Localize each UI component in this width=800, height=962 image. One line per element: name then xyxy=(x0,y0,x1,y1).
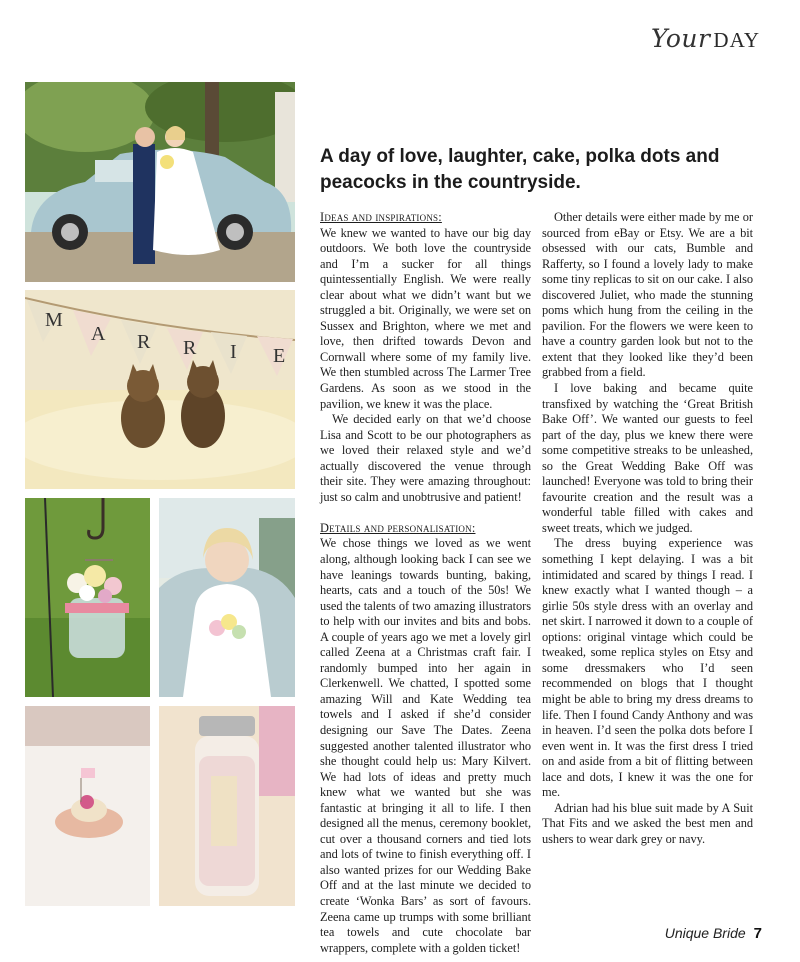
bunting-letter: E xyxy=(273,345,286,367)
paragraph: The dress buying experience was something I kept delaying. I was a bit intimidated and scared by things I read. I knew exactly what I wanted though – a girlie 50s style dress with an overlay and net skirt. I narrowed it down to a couple of options: original vintage which could be tweaked, some replica styles on Etsy and some dressmakers who I’d seen recommended on blogs that I thought might be able to bring my dress dreams to life. Then I found Candy Anthony and was in heaven. I’d seen the polka dots before I even went in. It was the first dress I tried on and aside from a bit of flitting between lace and dots, I knew it was the one for me. xyxy=(542,536,753,800)
bunting-letter: R xyxy=(137,331,151,353)
page-number: 7 xyxy=(753,925,762,942)
photo-cake-topper-cats xyxy=(25,290,295,489)
section-heading-details: Details and personalisation: xyxy=(320,520,476,535)
paragraph: We decided early on that we’d choose Lisa and Scott to be our photographers as we loved their relaxed style and we’d actually discovered the venue through their site. They were amazing throughout: just so calm and unobtrusive and patient! xyxy=(320,412,531,504)
running-head xyxy=(651,24,760,53)
paragraph: Adrian had his blue suit made by A Suit That Fits and we asked the best men and ushers to wear dark grey or navy. xyxy=(542,800,753,846)
magazine-name: Unique Bride xyxy=(664,925,746,941)
running-head-script: Your xyxy=(650,24,711,53)
bunting-letter: M xyxy=(45,309,63,331)
photo-sweet-jar xyxy=(159,706,295,906)
page-footer xyxy=(665,925,762,943)
paragraph: I love baking and became quite transfixed by watching the ‘Great British Bake Off’. We wanted our guests to feel part of the day, plus we knew there were some competitive streaks to be unleashed, so the Great Wedding Bake Off was launched! Everyone was told to bring their favourite creation and the result was a wonderful table filled with cakes and sweet treats, which we judged. xyxy=(542,381,753,535)
text-column-2 xyxy=(542,210,753,847)
text-column-1 xyxy=(320,210,531,956)
section-heading-ideas: Ideas and inspirations: xyxy=(320,210,442,224)
bunting-letter: I xyxy=(230,341,237,363)
bunting-letter: A xyxy=(91,323,106,345)
photo-couple-car xyxy=(25,82,295,282)
paragraph: We chose things we loved as we went along, although looking back I can see we have leanings towards bunting, baking, hearts, cats and a touch of the 50s! We used the talents of two amazing illustrators to help with our invites and bits and bobs. A couple of years ago we met a lovely girl called Zeena at a Christmas craft fair. I randomly bumped into her again in Clerkenwell. We chatted, I spotted some amazing Will and Kate Wedding tea towels and I asked if she’d consider designing our Save The Dates. Zeena suggested another talented illustrator who she thought could help us: Mary Kilvert. We had lots of ideas and pretty much knew what we wanted but she was fantastic at bringing it all to life. I then designed all the menus, ceremony booklet, cut over a thousand corners and tied lots and lots of twine to finish everything off. I also wanted prizes for our Wedding Bake Off and at the last minute we decided to create ‘Wonka Bars’ as sort of favours. Zeena came up trumps with some brilliant tea towels and cute chocolate bar wrappers, complete with a golden ticket! xyxy=(320,536,531,955)
photo-bride-bouquet xyxy=(159,498,295,697)
photo-cupcake-hands xyxy=(25,706,150,906)
paragraph: Other details were either made by me or sourced from eBay or Etsy. We are a bit obsessed with our cats, Bumble and Rafferty, so I found a lovely lady to make some tiny replicas to sit on our cake. I also discovered Juliet, who made the stunning poms which hung from the ceiling in the pavilion. For the flowers we were keen to have a country garden look but not to the extent that they looked like they’d been grabbed from a field. xyxy=(542,210,753,380)
running-head-day: DAY xyxy=(713,28,760,52)
bunting-letter: R xyxy=(183,337,197,359)
article-headline: A day of love, laughter, cake, polka dots and peacocks in the countryside. xyxy=(320,146,720,193)
photo-hanging-flower-jar xyxy=(25,498,150,697)
paragraph: We knew we wanted to have our big day outdoors. We both love the countryside and I’m a sucker for all things quintessentially English. We were really clear about what we didn’t want but we struggled a bit. Originally, we were set on Sussex and Brighton, where we met and love, then drifted towards Devon and Cornwall where some of my family live. We then stumbled across The Larmer Tree Gardens. As soon as we stood in the pavilion, we knew it was the place. xyxy=(320,225,531,411)
